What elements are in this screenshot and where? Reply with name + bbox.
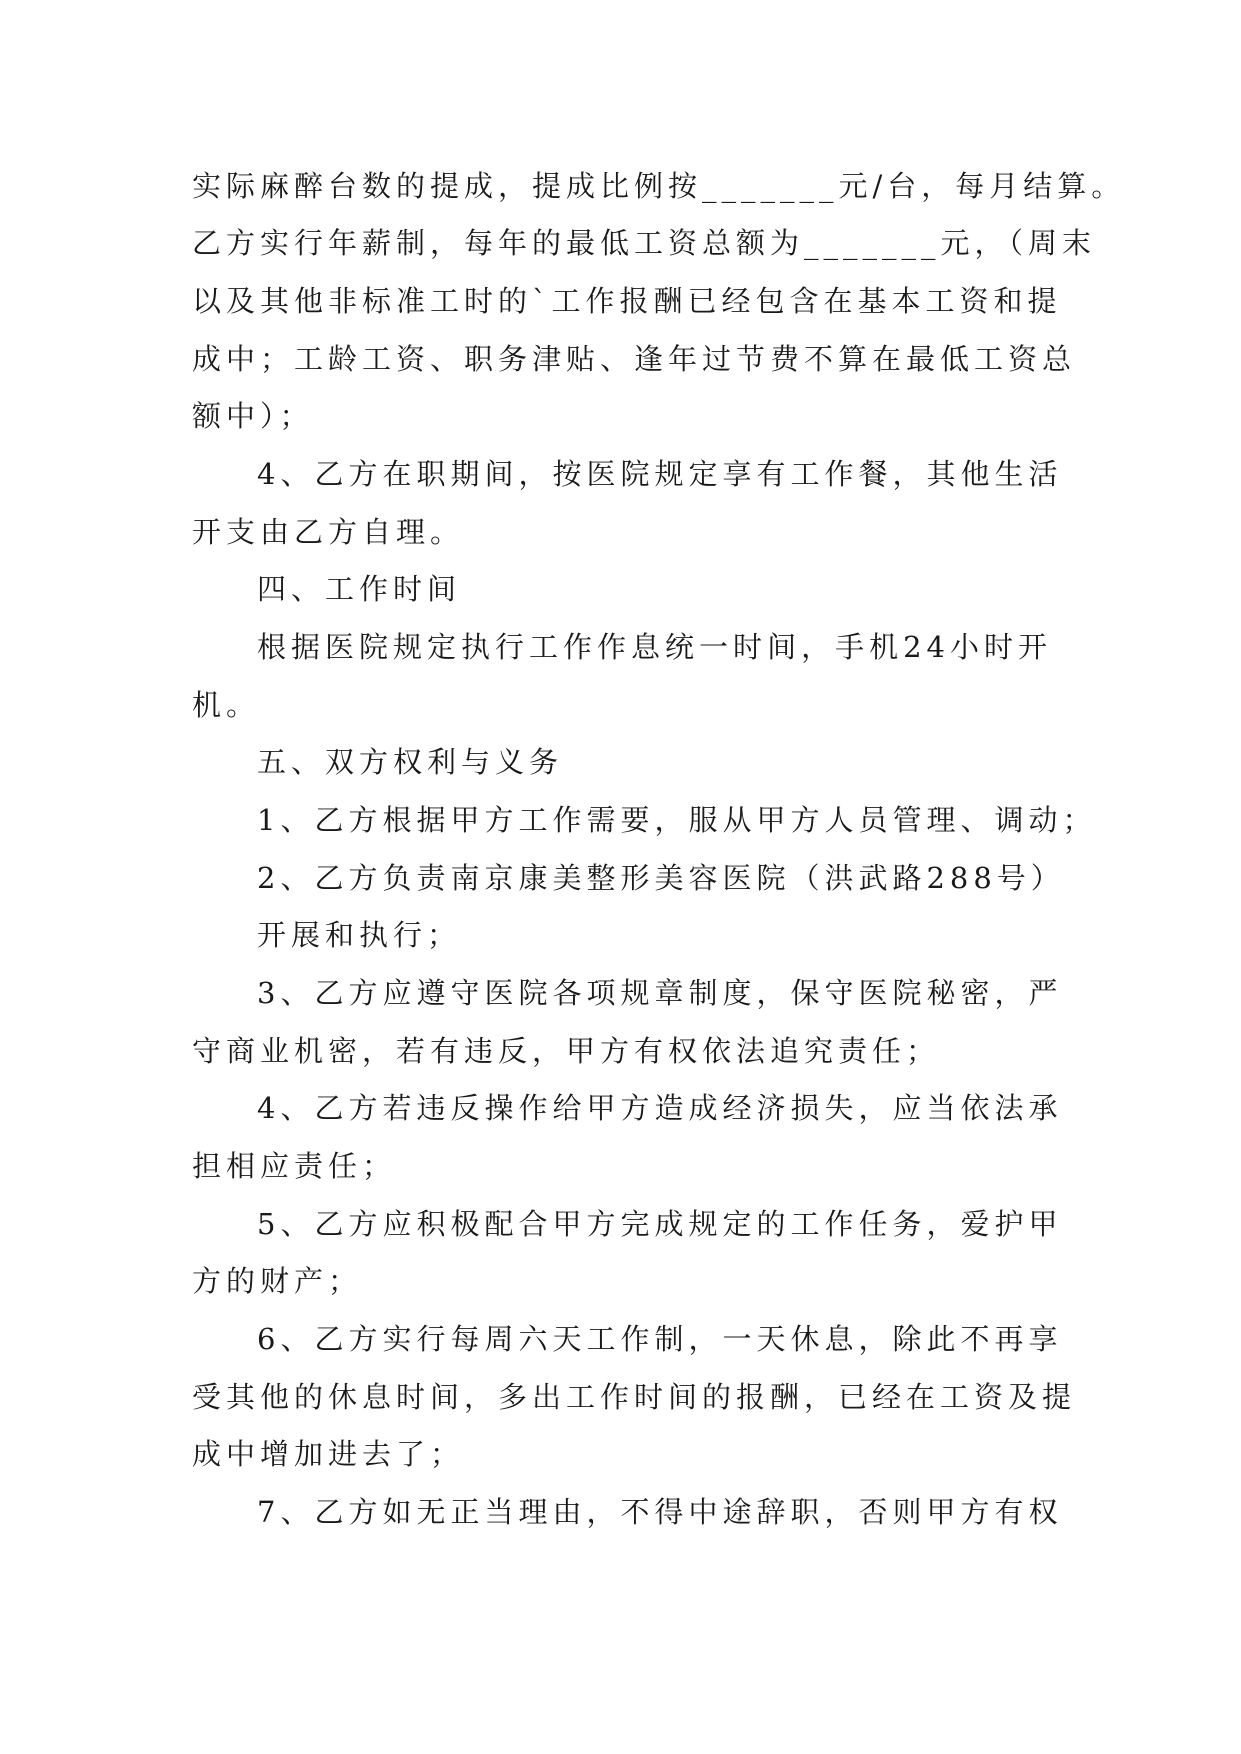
text-line: 担相应责任； [192, 1149, 397, 1183]
text-line: 额中）； [192, 399, 314, 433]
text-line: 4、乙方若违反操作给甲方造成经济损失，应当依法承 [257, 1091, 1063, 1125]
text-line: 7、乙方如无正当理由，不得中途辞职，否则甲方有权 [257, 1495, 1063, 1529]
text-line: 开支由乙方自理。 [192, 515, 465, 549]
text-line: 机。 [192, 688, 261, 722]
text-line: 开展和执行； [257, 918, 462, 952]
text-line: 根据医院规定执行工作作息统一时间，手机24小时开 [257, 630, 1052, 664]
text-line: 受其他的休息时间，多出工作时间的报酬，已经在工资及提 [192, 1380, 1077, 1414]
text-line: 1、乙方根据甲方工作需要，服从甲方人员管理、调动； [257, 803, 1097, 837]
text-line: 6、乙方实行每周六天工作制，一天休息，除此不再享 [257, 1322, 1063, 1356]
text-line: 方的财产； [192, 1264, 363, 1298]
text-line: 成中增加进去了； [192, 1437, 465, 1471]
text-line: 守商业机密，若有违反，甲方有权依法追究责任； [192, 1034, 941, 1068]
text-line: 4、乙方在职期间，按医院规定享有工作餐，其他生活 [257, 457, 1063, 491]
section-heading: 五、双方权利与义务 [257, 745, 564, 779]
text-line: 5、乙方应积极配合甲方完成规定的工作任务，爱护甲 [257, 1207, 1063, 1241]
text-line: 以及其他非标准工时的`工作报酬已经包含在基本工资和提 [192, 284, 1062, 318]
section-heading: 四、工作时间 [257, 572, 462, 606]
text-line: 成中；工龄工资、职务津贴、逢年过节费不算在最低工资总 [192, 342, 1077, 376]
text-line: 乙方实行年薪制，每年的最低工资总额为_______元，（周末 [192, 226, 1097, 260]
text-line: 2、乙方负责南京康美整形美容医院（洪武路288号） [257, 861, 1065, 895]
text-line: 3、乙方应遵守医院各项规章制度，保守医院秘密，严 [257, 976, 1063, 1010]
text-line: 实际麻醉台数的提成，提成比例按_______元/台，每月结算。 [192, 169, 1126, 203]
